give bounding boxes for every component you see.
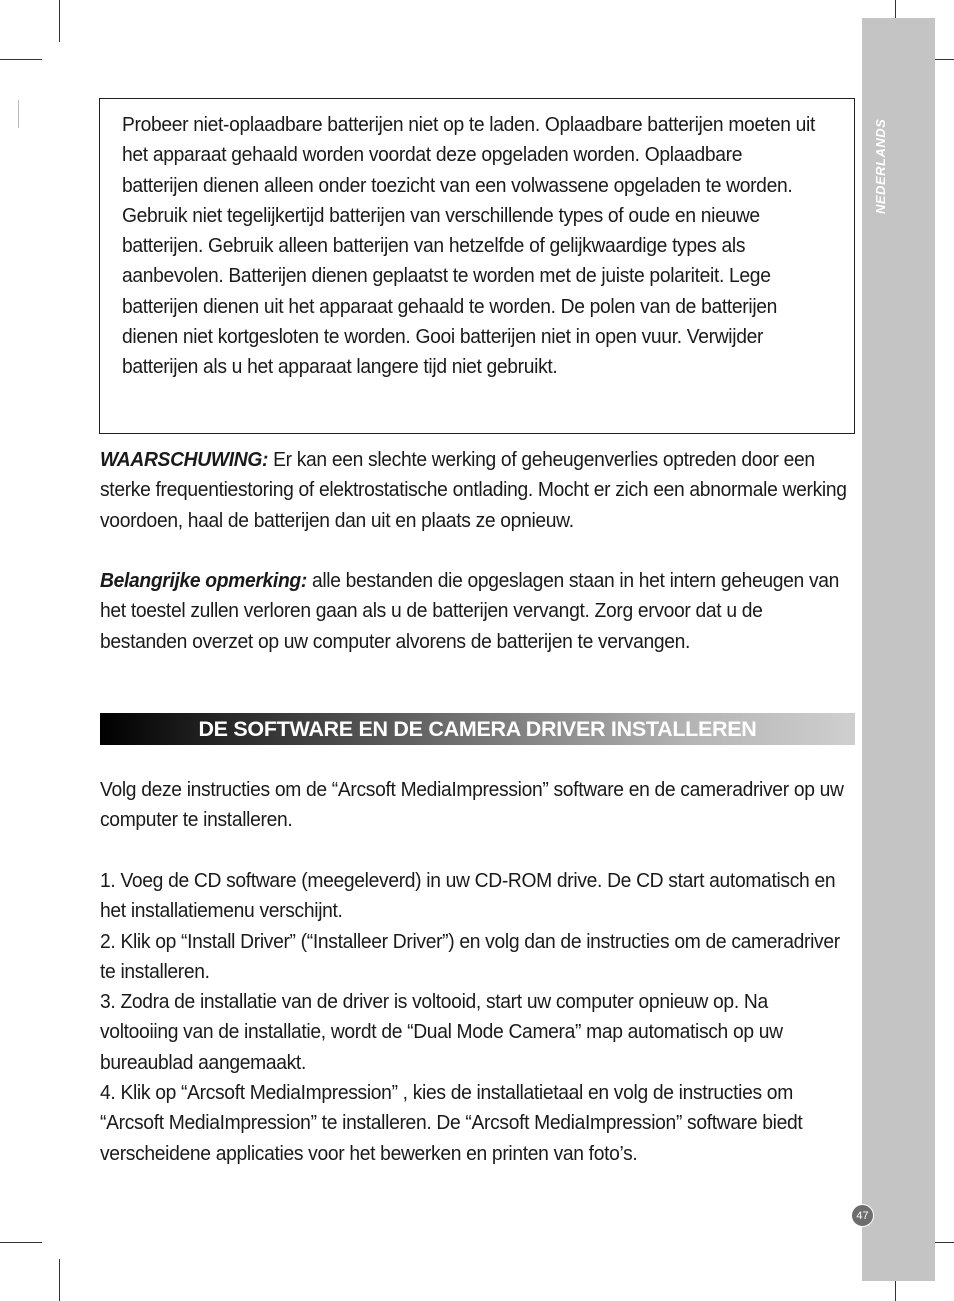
battery-notice-box: [99, 98, 855, 434]
crop-mark: [59, 0, 60, 42]
section-heading-bar: [100, 713, 855, 745]
install-step: 2. Klik op “Install Driver” (“Installeer Driver”) en volg dan de instructies om de cameradriver te installeren.: [100, 929, 840, 983]
crop-mark: [59, 1259, 60, 1301]
warning-paragraph: [100, 445, 850, 536]
install-step: 3. Zodra de installatie van de driver is voltooid, start uw computer opnieuw op. Na voltooiing van de installatie, wordt de “Dual Mode Camera” map automatisch op uw bureaublad aangemaakt.: [100, 990, 783, 1074]
battery-notice-text: Probeer niet-oplaadbare batterijen niet op te laden. Oplaadbare batterijen moeten uit het apparaat gehaald worden voordat deze opgeladen worden. Oplaadbare batterijen dienen alleen onder toezicht van een volwassene opgeladen te worden. Gebruik niet tegelijkertijd batterijen van verschillende types of oude en nieuwe batterijen. Gebruik alleen batterijen van hetzelfde of gelijkwaardige types als aanbevolen. Batterijen dienen geplaatst te worden met de juiste polariteit. Lege batterijen dienen uit het apparaat gehaald te worden. De polen van de batterijen dienen niet kortgesloten te worden. Gooi batterijen niet in open vuur. Verwijder batterijen als u het apparaat langere tijd niet gebruikt.: [122, 113, 816, 379]
important-note-paragraph: [100, 566, 850, 657]
page-number-badge: 47: [851, 1204, 874, 1227]
install-intro: Volg deze instructies om de “Arcsoft MediaImpression” software en de cameradriver op uw computer te installeren.: [100, 778, 844, 832]
section-heading: DE SOFTWARE EN DE CAMERA DRIVER INSTALLEREN: [198, 717, 757, 741]
crop-mark: [18, 100, 19, 128]
warning-text: Er kan een slechte werking of geheugenverlies optreden door een sterke frequentiestoring of elektrostatische ontlading. Mocht er zich een abnormale werking voordoen, haal de batterijen dan uit en plaats ze opnieuw.: [100, 448, 847, 532]
language-tab-label: NEDERLANDS: [873, 118, 888, 214]
crop-mark: [0, 1242, 42, 1243]
warning-label: WAARSCHUWING:: [100, 448, 269, 471]
important-note-text: alle bestanden die opgeslagen staan in het intern geheugen van het toestel zullen verloren gaan als u de batterijen vervangt. Zorg ervoor dat u de bestanden overzet op uw computer alvorens de batterijen te vervangen.: [100, 569, 840, 653]
install-steps-list: [100, 866, 850, 1169]
important-note-label: Belangrijke opmerking:: [100, 569, 307, 592]
install-step: 1. Voeg de CD software (meegeleverd) in uw CD-ROM drive. De CD start automatisch en het installatiemenu verschijnt.: [100, 869, 836, 923]
install-step: 4. Klik op “Arcsoft MediaImpression” , kies de installatietaal en volg de instructies om “Arcsoft MediaImpression” te installeren. De “Arcsoft MediaImpression” software biedt verscheidene applicaties voor het bewerken en printen van foto’s.: [100, 1081, 803, 1165]
crop-mark: [0, 59, 42, 60]
